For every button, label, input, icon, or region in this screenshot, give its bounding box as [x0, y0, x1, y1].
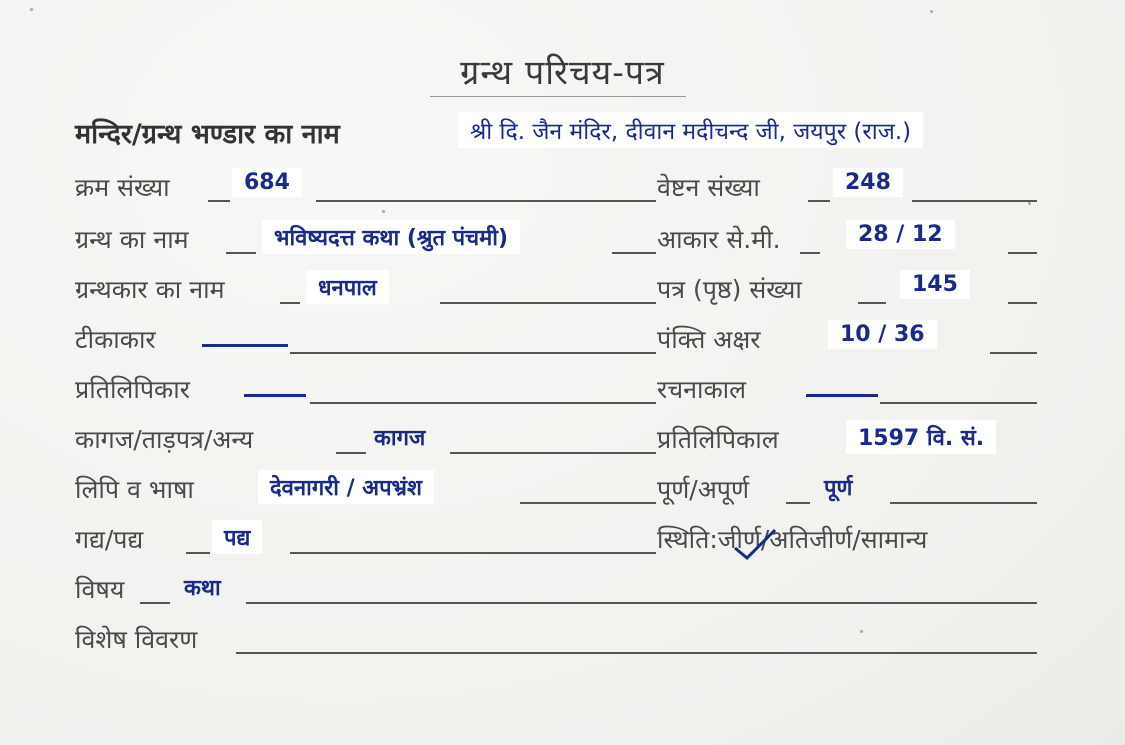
blank-dash — [806, 394, 878, 397]
material-label: कागज/ताड़पत्र/अन्य — [75, 425, 254, 454]
row-author — [0, 272, 1125, 318]
author-label: ग्रन्थकार का नाम — [75, 275, 225, 304]
subject-value: कथा — [184, 576, 221, 601]
complete-label: पूर्ण/अपूर्ण — [657, 475, 750, 504]
rule — [858, 302, 886, 304]
commentator-label: टीकाकार — [75, 325, 156, 354]
material-value: कागज — [374, 426, 426, 451]
subject-label: विषय — [75, 575, 125, 604]
row-subject — [0, 572, 1125, 618]
condition-label: स्थिति:जीर्ण/अतिजीर्ण/सामान्य — [657, 525, 928, 554]
rule — [450, 452, 656, 454]
rule — [246, 602, 1037, 604]
size-label: आकार से.मी. — [657, 225, 781, 254]
copy-date-label: प्रतिलिपिकाल — [657, 425, 779, 454]
rule — [612, 252, 656, 254]
row-prose-verse — [0, 522, 1125, 568]
row-material — [0, 422, 1125, 468]
prose-verse-value: पद्य — [212, 520, 262, 554]
rule — [290, 352, 656, 354]
size-value: 28 / 12 — [846, 220, 955, 249]
row-book-name — [0, 222, 1125, 268]
row-special-details — [0, 622, 1125, 668]
pages-value: 145 — [900, 270, 970, 299]
book-name-value: भविष्यदत्त कथा (श्रुत पंचमी) — [262, 220, 520, 254]
rule — [290, 552, 656, 554]
row-script — [0, 472, 1125, 518]
rule — [440, 302, 656, 304]
row-copyist — [0, 372, 1125, 418]
bundle-number-value: 248 — [833, 168, 903, 197]
blank-dash — [244, 394, 306, 397]
rule — [310, 402, 656, 404]
header-row — [0, 114, 1125, 160]
copyist-label: प्रतिलिपिकार — [75, 375, 190, 404]
script-language-value: देवनागरी / अपभ्रंश — [258, 470, 434, 504]
rule — [280, 302, 300, 304]
script-language-label: लिपि व भाषा — [75, 475, 194, 504]
rule — [140, 602, 170, 604]
paper-speck — [1028, 202, 1031, 205]
paper-speck — [860, 630, 863, 633]
book-name-label: ग्रन्थ का नाम — [75, 225, 189, 254]
prose-verse-label: गद्य/पद्य — [75, 525, 144, 554]
page-title: ग्रन्थ परिचय-पत्र — [460, 53, 665, 93]
rule — [808, 200, 830, 202]
special-details-label: विशेष विवरण — [75, 625, 198, 654]
serial-number-value: 684 — [232, 168, 302, 197]
copy-date-value: 1597 वि. सं. — [846, 420, 996, 454]
rule — [890, 502, 1037, 504]
paper-speck — [30, 8, 33, 11]
row-commentator — [0, 322, 1125, 368]
lines-letters-value: 10 / 36 — [828, 320, 937, 349]
rule — [186, 552, 210, 554]
rule — [1008, 252, 1037, 254]
rule — [880, 402, 1037, 404]
rule — [800, 252, 820, 254]
temple-name-label: मन्दिर/ग्रन्थ भण्डार का नाम — [75, 119, 340, 150]
complete-value: पूर्ण — [824, 476, 853, 501]
paper-speck — [930, 10, 933, 13]
rule — [236, 652, 1037, 654]
row-serial — [0, 170, 1125, 216]
title-underline — [430, 96, 686, 97]
author-value: धनपाल — [306, 270, 389, 304]
paper-speck — [382, 210, 385, 213]
composition-period-label: रचनाकाल — [657, 375, 747, 404]
checkmark-icon — [733, 528, 777, 562]
bundle-number-label: वेष्टन संख्या — [657, 173, 760, 202]
rule — [520, 502, 656, 504]
rule — [1008, 302, 1037, 304]
rule — [990, 352, 1037, 354]
rule — [912, 200, 1037, 202]
serial-number-label: क्रम संख्या — [75, 173, 170, 202]
rule — [226, 252, 256, 254]
rule — [208, 200, 230, 202]
rule — [316, 200, 656, 202]
rule — [786, 502, 810, 504]
pages-label: पत्र (पृष्ठ) संख्या — [657, 275, 802, 304]
lines-letters-label: पंक्ति अक्षर — [657, 325, 761, 354]
temple-name-value: श्री दि. जैन मंदिर, दीवान मदीचन्द जी, जयपुर (राज.) — [458, 112, 923, 148]
blank-dash — [202, 344, 288, 347]
